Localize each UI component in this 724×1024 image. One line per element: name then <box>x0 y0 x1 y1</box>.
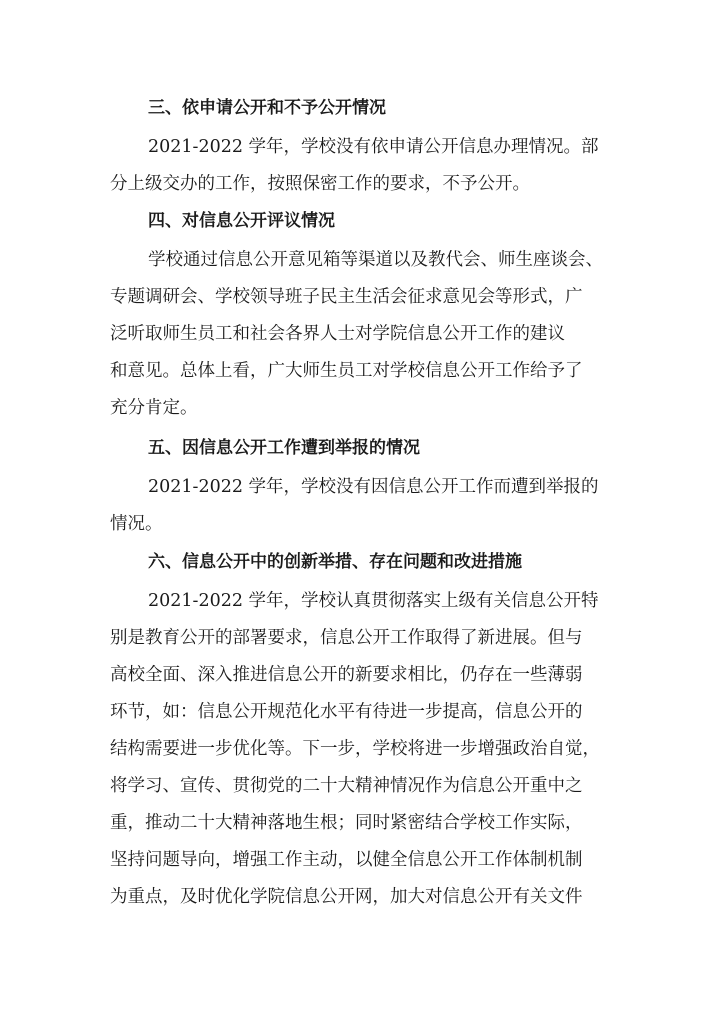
section-heading-6: 六、信息公开中的创新举措、存在问题和改进措施 <box>148 552 522 572</box>
section-heading-3: 三、依申请公开和不予公开情况 <box>148 98 386 118</box>
paragraph-line: 2021-2022 学年，学校没有依申请公开信息办理情况。部 <box>148 137 599 157</box>
section-heading-4: 四、对信息公开评议情况 <box>148 211 335 231</box>
paragraph-line: 2021-2022 学年，学校认真贯彻落实上级有关信息公开特 <box>148 591 599 611</box>
paragraph-line: 将学习、宣传、贯彻党的二十大精神情况作为信息公开重中之 <box>110 776 583 796</box>
paragraph-line: 为重点，及时优化学院信息公开网，加大对信息公开有关文件 <box>110 887 583 907</box>
paragraph-line: 环节，如：信息公开规范化水平有待进一步提高，信息公开的 <box>110 702 583 722</box>
paragraph-line: 重，推动二十大精神落地生根；同时紧密结合学校工作实际， <box>110 813 583 833</box>
paragraph-line: 2021-2022 学年，学校没有因信息公开工作而遭到举报的 <box>148 477 599 497</box>
paragraph-line: 学校通过信息公开意见箱等渠道以及教代会、师生座谈会、 <box>148 250 603 270</box>
paragraph-line: 专题调研会、学校领导班子民主生活会征求意见会等形式，广 <box>110 287 583 307</box>
paragraph-line: 情况。 <box>110 514 163 534</box>
paragraph-line: 结构需要进一步优化等。下一步，学校将进一步增强政治自觉， <box>110 739 600 759</box>
paragraph-line: 坚持问题导向，增强工作主动，以健全信息公开工作体制机制 <box>110 850 583 870</box>
paragraph-line: 分上级交办的工作，按照保密工作的要求，不予公开。 <box>110 174 530 194</box>
section-heading-5: 五、因信息公开工作遭到举报的情况 <box>148 438 420 458</box>
paragraph-line: 和意见。总体上看，广大师生员工对学校信息公开工作给予了 <box>110 361 583 381</box>
paragraph-line: 高校全面、深入推进信息公开的新要求相比，仍存在一些薄弱 <box>110 665 583 685</box>
paragraph-line: 别是教育公开的部署要求，信息公开工作取得了新进展。但与 <box>110 628 583 648</box>
paragraph-line: 充分肯定。 <box>110 398 198 418</box>
paragraph-line: 泛听取师生员工和社会各界人士对学院信息公开工作的建议 <box>110 324 565 344</box>
